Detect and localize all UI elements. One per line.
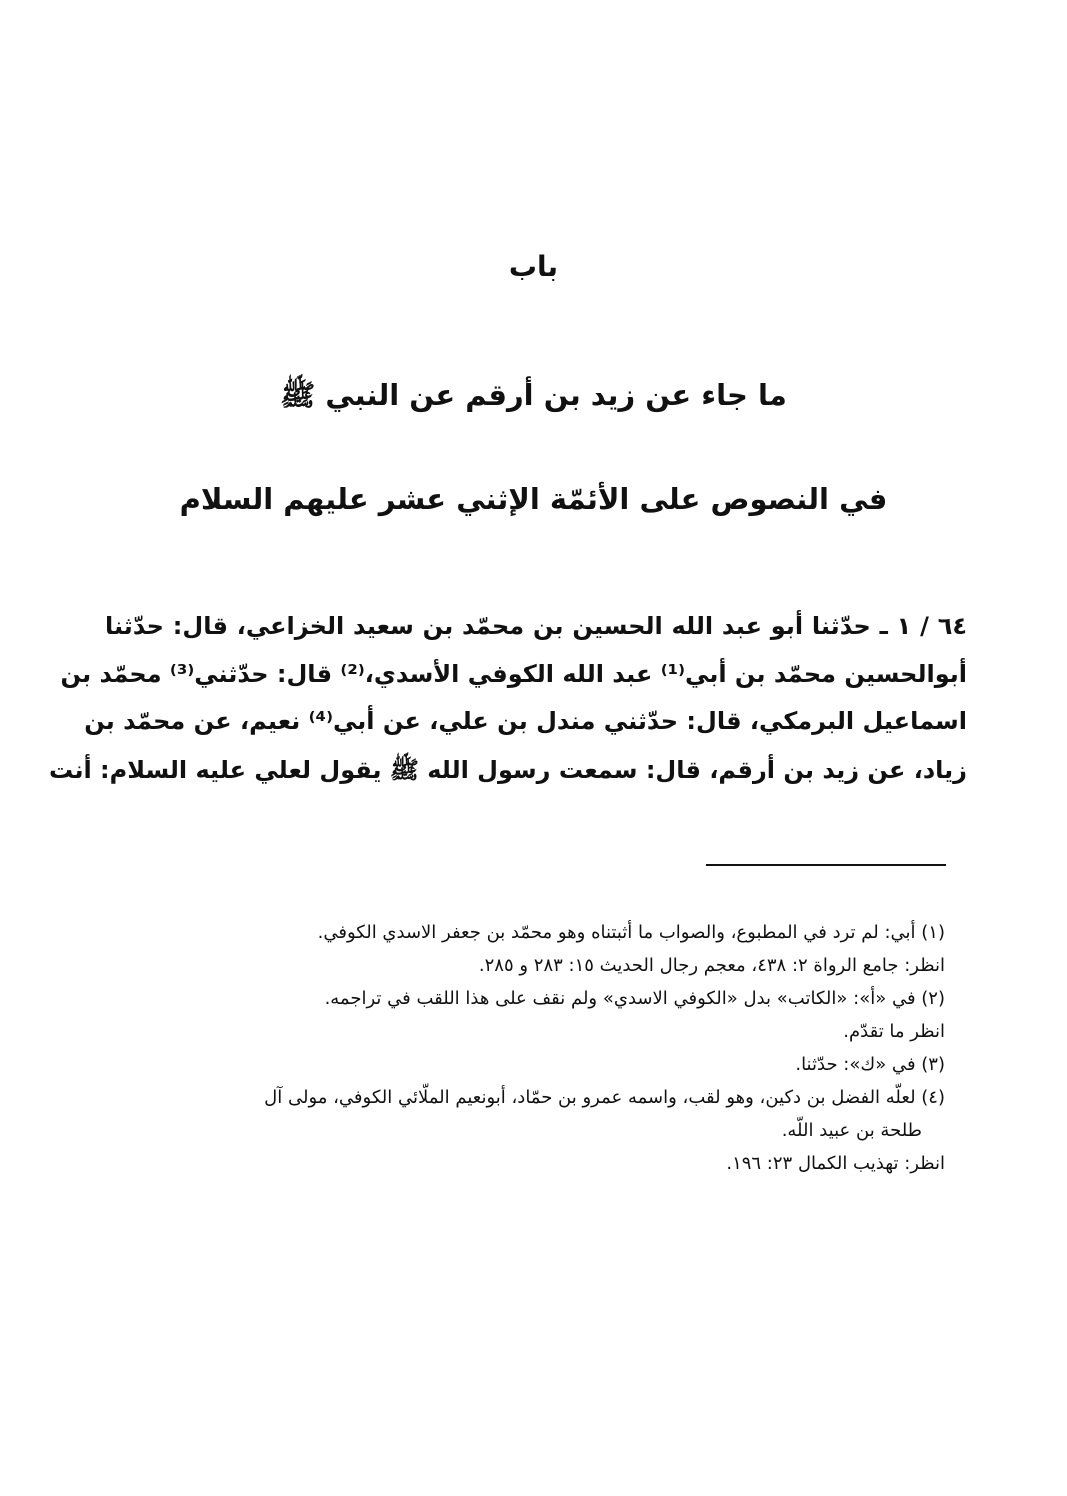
body-line: زياد، عن زيد بن أرقم، قال: سمعت رسول الله ﷺ يقول لعلي عليه السلام: أنت	[49, 756, 967, 784]
footnote-line: انظر: جامع الرواة ٢: ٤٣٨، معجم رجال الحديث ١٥: ٢٨٣ و ٢٨٥.	[478, 955, 945, 976]
footnote-line: انظر: تهذيب الكمال ٢٣: ١٩٦.	[726, 1153, 945, 1174]
footnote-line: (٤) لعلّه الفضل بن دكين، وهو لقب، واسمه عمرو بن حمّاد، أبونعيم الملّائي الكوفي، مولى آل	[264, 1087, 945, 1108]
footnote-line: (٣) في «ك»: حدّثنا.	[795, 1054, 945, 1075]
footnote-separator	[706, 864, 946, 866]
body-line: ٦٤ / ١ ـ حدّثنا أبو عبد الله الحسين بن محمّد بن سعيد الخزاعي، قال: حدّثنا	[105, 612, 967, 640]
body-line: أبوالحسين محمّد بن أبي⁽¹⁾ عبد الله الكوفي الأسدي،⁽²⁾ قال: حدّثني⁽³⁾ محمّد بن	[60, 660, 967, 688]
footnote-line: (٢) في «أ»: «الكاتب» بدل «الكوفي الاسدي» ولم نقف على هذا اللقب في تراجمه.	[324, 988, 945, 1009]
chapter-heading-line-1: ما جاء عن زيد بن أرقم عن النبي ﷺ	[280, 378, 787, 412]
chapter-label: باب	[508, 250, 559, 283]
footnote-line: انظر ما تقدّم.	[843, 1021, 945, 1042]
body-line: اسماعيل البرمكي، قال: حدّثني مندل بن علي، عن أبي⁽⁴⁾ نعيم، عن محمّد بن	[84, 707, 967, 735]
footnote-line: (١) أبي: لم ترد في المطبوع، والصواب ما أثبتناه وهو محمّد بن جعفر الاسدي الكوفي.	[317, 922, 945, 943]
footnote-line: طلحة بن عبيد اللّه.	[781, 1120, 922, 1141]
chapter-heading-line-2: في النصوص على الأئمّة الإثني عشر عليهم السلام	[179, 482, 888, 516]
